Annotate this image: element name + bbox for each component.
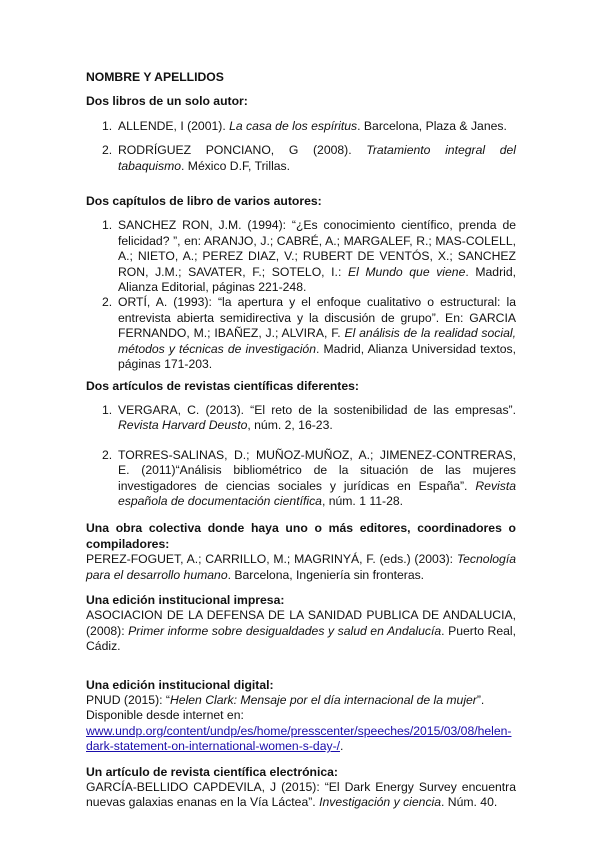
- citation-link-line: [86, 724, 516, 755]
- section-heading-chapters: Dos capítulos de libro de varios autores:: [86, 194, 322, 209]
- citation-paragraph: [86, 608, 516, 654]
- item-number: 2.: [102, 295, 113, 310]
- citation-text: RODRÍGUEZ PONCIANO, G (2008).: [118, 143, 367, 158]
- list-item: [86, 119, 516, 134]
- citation-text: , núm. 2, 16-23.: [247, 418, 333, 433]
- section-heading-digital-edition: Una edición institucional digital:: [86, 677, 274, 692]
- citation-text: .: [340, 739, 344, 754]
- citation-text: . Núm. 40.: [441, 795, 498, 810]
- citation-text: ASOCIACION DE LA DEFENSA DE LA SANIDAD PUBLICA DE ANDALUCIA, (2008):: [86, 608, 516, 638]
- citation-paragraph: [86, 780, 516, 811]
- item-number: 1.: [102, 218, 113, 233]
- section-heading-printed-edition: Una edición institucional impresa:: [86, 592, 285, 607]
- citation-text: PEREZ-FOGUET, A.; CARRILLO, M.; MAGRINYÁ, F. (eds.) (2003):: [86, 552, 457, 567]
- section-heading-collective-work: Una obra colectiva donde haya uno o más editores, coordinadores o compiladores:: [86, 521, 516, 551]
- citation-title: El Mundo que viene: [347, 264, 466, 279]
- citation-text: TORRES-SALINAS, D.; MUÑOZ-MUÑOZ, A.; JIMENEZ-CONTRERAS, E. (2011)“Análisis bibliométrico de la situación de las mujeres investigadores de ciencias sociales y jurídicas en España”.: [118, 447, 516, 493]
- citation-text: VERGARA, C. (2013). “El reto de la sostenibilidad de las empresas”.: [118, 402, 516, 417]
- section-heading-electronic-article: Un artículo de revista científica electrónica:: [86, 764, 338, 779]
- citation-text: ALLENDE, I (2001).: [118, 118, 230, 133]
- section-heading-articles: Dos artículos de revistas científicas diferentes:: [86, 378, 359, 393]
- citation-text: . Madrid, Alianza Universidad textos, páginas 171-203.: [118, 341, 517, 372]
- citation-text: . Madrid, Alianza Editorial, páginas 221-248.: [118, 264, 516, 295]
- citation-title: El análisis de la realidad social, métodos y técnicas de investigación: [118, 326, 516, 356]
- citation-text: . Puerto Real, Cádiz.: [86, 623, 516, 654]
- citation-title: Investigación y ciencia: [319, 795, 442, 810]
- citation-title: Revista Harvard Deusto: [118, 418, 248, 433]
- citation-paragraph: [86, 693, 516, 724]
- item-number: 2.: [102, 447, 113, 462]
- citation-text: . Barcelona, Plaza & Janes.: [357, 118, 507, 133]
- list-item: [86, 295, 516, 372]
- list-item: [86, 403, 516, 434]
- item-number: 1.: [102, 118, 113, 133]
- citation-title: Tecnología para el desarrollo humano: [86, 552, 516, 582]
- chapters-list: [86, 218, 516, 372]
- citation-text: , núm. 1 11-28.: [321, 493, 404, 508]
- books-list: [86, 119, 516, 174]
- citation-text: ORTÍ, A. (1993): “la apertura y el enfoque cualitativo o estructural: la entrevista abierta semidirectiva y la discusión de grupo”. En: GARCIA FERNANDO, M.; IBAÑEZ, J.; ALVIRA, F.: [118, 295, 516, 341]
- citation-text: GARCÍA-BELLIDO CAPDEVILA, J (2015): “El Dark Energy Survey encuentra nuevas galaxias enanas en la Vía Láctea”.: [86, 780, 516, 810]
- citation-paragraph: [86, 552, 516, 583]
- citation-title: La casa de los espíritus: [229, 118, 358, 133]
- citation-title: Tratamiento integral del tabaquismo: [118, 143, 516, 173]
- citation-text: PNUD (2015): “: [86, 693, 170, 707]
- undp-speech-link[interactable]: www.undp.org/content/undp/es/home/presscenter/speeches/2015/03/08/helen-dark-statement-on-international-women-s-day-/: [86, 723, 512, 754]
- citation-text: ”. Disponible desde internet en:: [86, 693, 485, 723]
- citation-title: Helen Clark: Mensaje por el día internacional de la mujer: [169, 693, 477, 707]
- citation-title: Primer informe sobre desigualdades y salud en Andalucía: [128, 623, 442, 638]
- item-number: 2.: [102, 143, 113, 158]
- document-page: [86, 70, 516, 811]
- citation-text: SANCHEZ RON, J.M. (1994): “¿Es conocimiento científico, prenda de felicidad? ”, en: ARANJO, J.; CABRÉ, A.; MARGALEF, R.; MAS-COLELL, A.; NIETO, A.; PEREZ DIAZ, V.; RUBERT DE VENTÓS, X.; SANCHEZ RON, J.M.; SAVATER, F.; SOTELO, I.:: [118, 218, 516, 279]
- section-heading-books: Dos libros de un solo autor:: [86, 94, 248, 109]
- citation-text: . México D.F, Trillas.: [181, 158, 291, 173]
- document-title: NOMBRE Y APELLIDOS: [86, 70, 224, 84]
- citation-text: . Barcelona, Ingeniería sin fronteras.: [227, 567, 425, 582]
- list-item: [86, 218, 516, 295]
- list-item: [86, 448, 516, 510]
- list-item: [86, 143, 516, 174]
- articles-list: [86, 403, 516, 509]
- citation-title: Revista española de documentación científica: [118, 478, 516, 508]
- item-number: 1.: [102, 402, 113, 417]
